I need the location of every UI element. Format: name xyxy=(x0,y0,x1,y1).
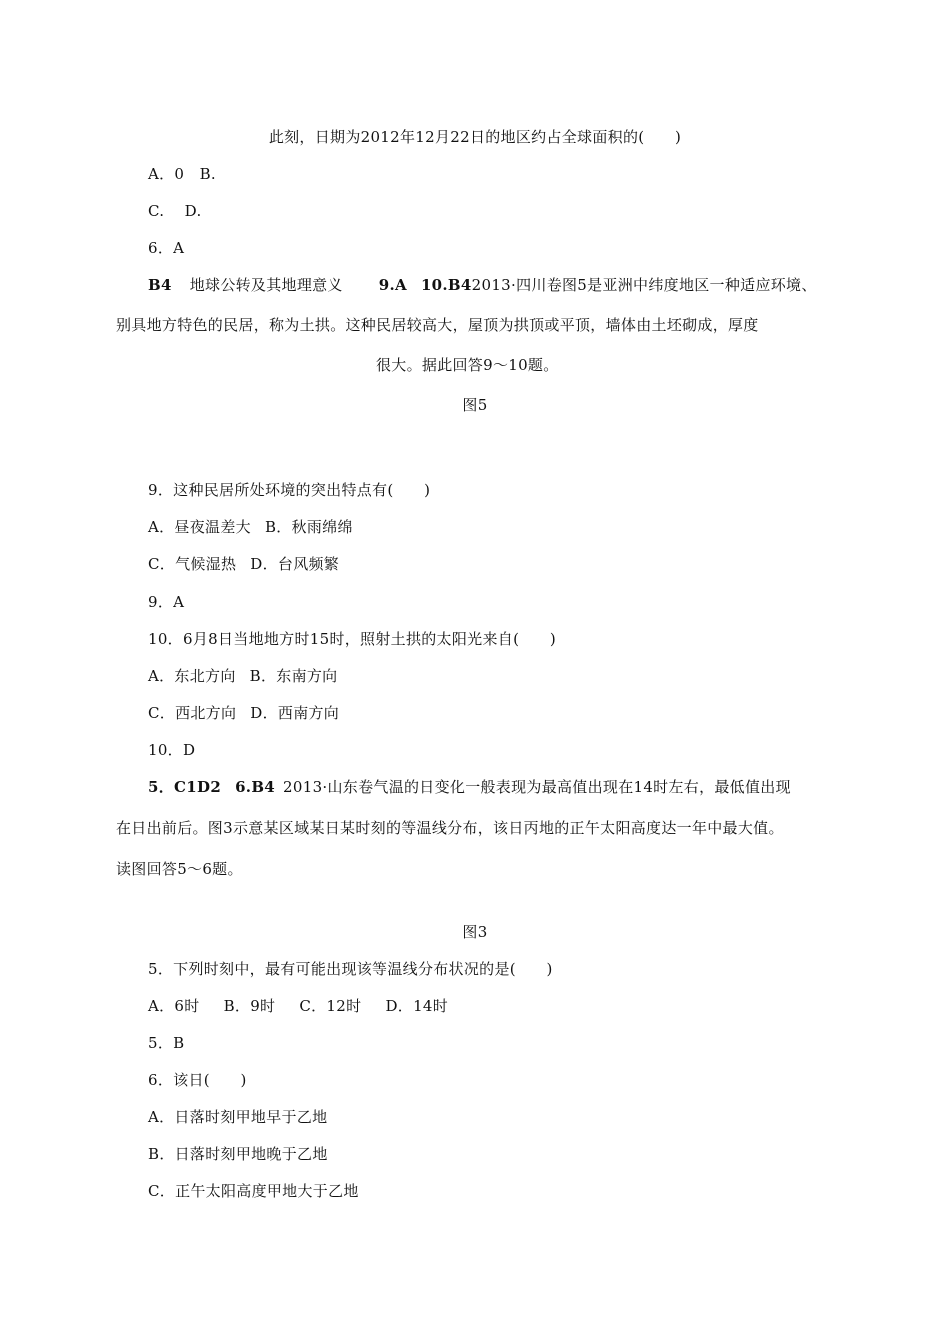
q5-option-c: C．12时 xyxy=(299,997,362,1015)
q5-answer: 5．B xyxy=(148,1034,185,1052)
section-c1-line-2: 在日出前后。图3示意某区域某日某时刻的等温线分布，该日丙地的正午太阳高度达一年中最大值。 xyxy=(116,819,784,837)
intro-options-line-2: C. D. xyxy=(148,202,202,220)
section-b4-source-text: 2013·四川卷图5是亚洲中纬度地区一种适应环境、 xyxy=(471,276,817,294)
q9-stem: 9．这种民居所处环境的突出特点有( ) xyxy=(148,481,431,499)
q5-option-b: B．9时 xyxy=(223,997,276,1015)
figure-5-caption: 图5 xyxy=(462,396,488,414)
q6-option-b: B．日落时刻甲地晚于乙地 xyxy=(148,1145,328,1163)
q10-option-a: A．东北方向 xyxy=(148,667,236,685)
q6-option-c: C．正午太阳高度甲地大于乙地 xyxy=(148,1182,359,1200)
q5-stem: 5．下列时刻中，最有可能出现该等温线分布状况的是( ) xyxy=(148,960,553,978)
section-b4-tag: B4 xyxy=(148,276,172,294)
intro-question: 此刻，日期为2012年12月22日的地区约占全球面积的( ) xyxy=(268,128,682,146)
section-b4-line-2: 别具地方特色的民居，称为土拱。这种民居较高大，屋顶为拱顶或平顶，墙体由土坯砌成，厚度 xyxy=(116,316,759,334)
q5-option-a: A．6时 xyxy=(148,997,200,1015)
q9-option-d: D．台风频繁 xyxy=(250,555,340,573)
q10-option-b: B．东南方向 xyxy=(249,667,338,685)
q9-answer: 9．A xyxy=(148,593,185,611)
q9-option-c: C．气候湿热 xyxy=(148,555,237,573)
q10-option-d: D．西南方向 xyxy=(250,704,340,722)
section-b4-ref-10: 10.B4 xyxy=(420,276,472,294)
section-b4-heading xyxy=(148,275,817,295)
section-c1-ref-5: 5．C1D2 xyxy=(148,778,222,796)
section-b4-line-3: 很大。据此回答9～10题。 xyxy=(376,356,559,374)
section-b4-topic: 地球公转及其地理意义 xyxy=(189,276,343,294)
q10-options-cd xyxy=(148,703,339,723)
intro-options-line-1: A．0 B. xyxy=(148,165,216,183)
q9-option-b: B．秋雨绵绵 xyxy=(264,518,353,536)
q9-options-cd xyxy=(148,554,339,574)
section-c1-heading xyxy=(148,777,791,797)
section-c1-ref-6: 6.B4 xyxy=(235,778,276,796)
figure-3-caption: 图3 xyxy=(462,923,488,941)
section-c1-source-text: 2013·山东卷气温的日变化一般表现为最高值出现在14时左右，最低值出现 xyxy=(283,778,791,796)
section-b4-ref-9: 9.A xyxy=(378,276,407,294)
section-c1-line-3: 读图回答5～6题。 xyxy=(116,860,243,878)
q10-options-ab xyxy=(148,666,337,686)
q10-option-c: C．西北方向 xyxy=(148,704,237,722)
q9-options-ab xyxy=(148,517,353,537)
q5-option-d: D．14时 xyxy=(385,997,449,1015)
q10-answer: 10．D xyxy=(148,741,196,759)
intro-answer: 6．A xyxy=(148,239,185,257)
q9-option-a: A．昼夜温差大 xyxy=(148,518,251,536)
q5-options xyxy=(148,996,448,1016)
q6-option-a: A．日落时刻甲地早于乙地 xyxy=(148,1108,328,1126)
q10-stem: 10．6月8日当地地方时15时，照射土拱的太阳光来自( ) xyxy=(148,630,556,648)
q6-stem: 6．该日( ) xyxy=(148,1071,247,1089)
